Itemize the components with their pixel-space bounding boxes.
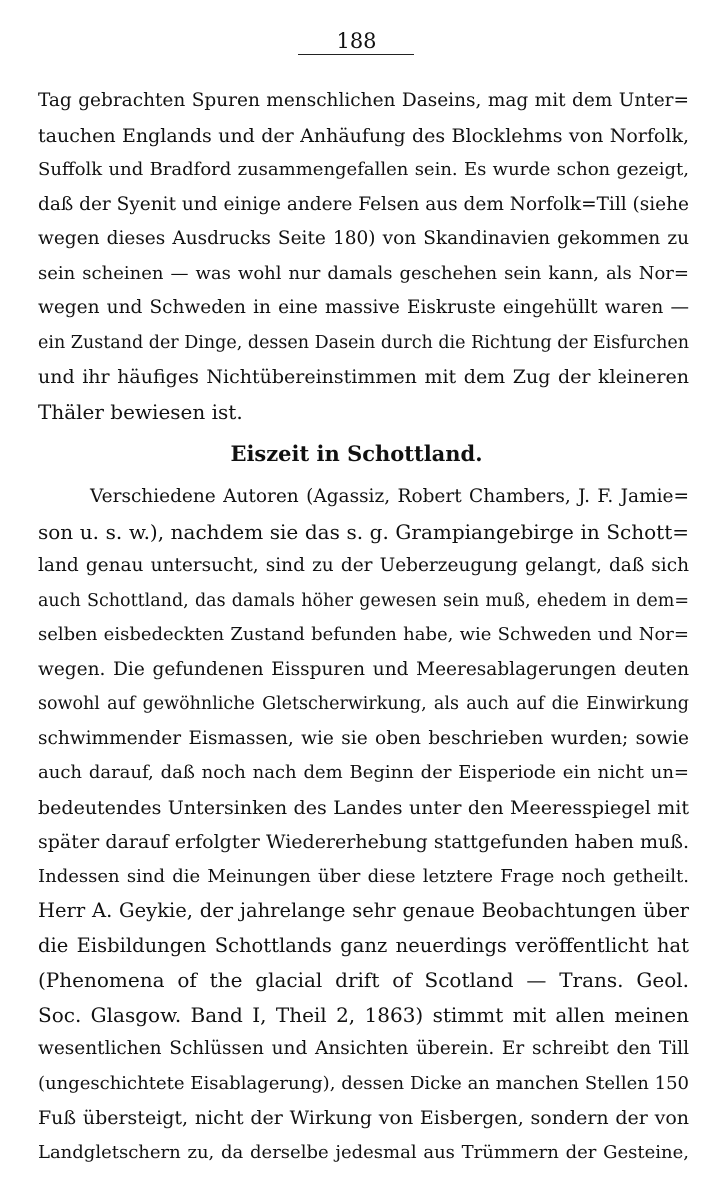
text-line: wegen. Die gefundenen Eisspuren und Meeresablagerungen deuten — [38, 658, 689, 680]
text-line: land genau untersucht, sind zu der Ueberzeugung gelangt, daß sich — [38, 555, 689, 576]
text-line: schwimmender Eismassen, wie sie oben beschrieben wurden; sowie — [38, 727, 689, 749]
page-number: 188 — [336, 29, 377, 53]
text-line: selben eisbedeckten Zustand befunden habe, wie Schweden und Nor= — [38, 624, 689, 645]
text-line: sowohl auf gewöhnliche Gletscherwirkung, als auch auf die Einwirkung — [38, 694, 689, 714]
text-line: Verschiedene Autoren (Agassiz, Robert Chambers, J. F. Jamie= — [90, 486, 689, 507]
text-line: Suffolk und Bradford zusammengefallen sein. Es wurde schon gezeigt, — [38, 159, 689, 180]
header-rule — [298, 54, 414, 55]
text-line: bedeutendes Untersinken des Landes unter den Meeresspiegel mit — [38, 796, 689, 819]
text-line: Fuß übersteigt, nicht der Wirkung von Eisbergen, sondern der von — [38, 1107, 689, 1129]
text-line: tauchen Englands und der Anhäufung des Blocklehms von Norfolk, — [38, 124, 689, 147]
text-line: auch darauf, daß noch nach dem Beginn der Eisperiode ein nicht un= — [38, 762, 689, 783]
paragraph-body — [38, 480, 689, 1170]
text-line: Soc. Glasgow. Band I, Theil 2, 1863) stimmt mit allen meinen — [38, 1002, 689, 1027]
text-line: Herr A. Geykie, der jahrelange sehr genaue Beobachtungen über — [38, 899, 689, 922]
text-line: ein Zustand der Dinge, dessen Dasein durch die Richtung der Eisfurchen — [38, 332, 689, 353]
text-line: wegen dieses Ausdrucks Seite 180) von Skandinavien gekommen zu — [38, 228, 689, 249]
text-line: Indessen sind die Meinungen über diese letztere Frage noch getheilt. — [38, 865, 689, 887]
text-line: auch Schottland, das damals höher gewesen sein muß, ehedem in dem= — [38, 590, 689, 611]
text-line: daß der Syenit und einige andere Felsen aus dem Norfolk=Till (siehe — [38, 193, 689, 215]
text-line: Thäler bewiesen ist. — [38, 399, 243, 424]
text-line: sein scheinen — was wohl nur damals geschehen sein kann, als Nor= — [38, 262, 689, 284]
paragraph-continuation — [38, 84, 689, 429]
text-line: son u. s. w.), nachdem sie das s. g. Grampiangebirge in Schott= — [38, 519, 689, 544]
text-line: wesentlichen Schlüssen und Ansichten überein. Er schreibt den Till — [38, 1038, 689, 1059]
section-heading: Eiszeit in Schottland. — [230, 441, 483, 466]
text-line: Landgletschern zu, da derselbe jedesmal aus Trümmern der Gesteine, — [38, 1141, 689, 1163]
text-line: (Phenomena of the glacial drift of Scotland — Trans. Geol. — [38, 968, 689, 992]
text-line: Tag gebrachten Spuren menschlichen Daseins, mag mit dem Unter= — [38, 90, 689, 111]
text-line: und ihr häufiges Nichtübereinstimmen mit dem Zug der kleineren — [38, 366, 689, 388]
text-line: wegen und Schweden in eine massive Eiskruste eingehüllt waren — — [38, 297, 689, 318]
text-line: später darauf erfolgter Wiedererhebung stattgefunden haben muß. — [38, 831, 689, 853]
text-line: die Eisbildungen Schottlands ganz neuerdings veröffentlicht hat — [38, 933, 689, 957]
text-line: (ungeschichtete Eisablagerung), dessen Dicke an manchen Stellen 150 — [38, 1072, 689, 1094]
